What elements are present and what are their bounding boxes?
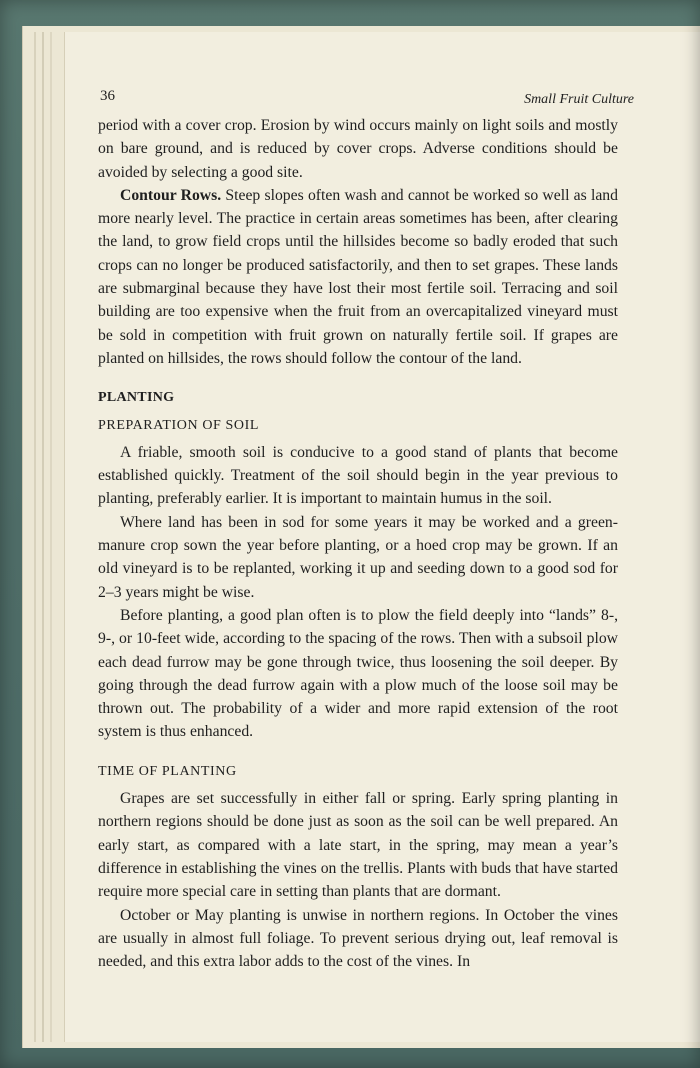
cover-bottom-edge	[0, 1050, 700, 1068]
paragraph-contour-rows	[98, 184, 618, 370]
paragraph: Before planting, a good plan often is to plow the field deeply into “lands” 8-, 9-, or 10-feet wide, according to the spacing of the rows. Then with a subsoil plow each dead furrow may be gone through twice, thus loosening the soil deeper. By going through the dead furrow again with a plow much of the loose soil may be thrown out. The probability of a wider and more rapid extension of the root system is thus enhanced.	[98, 606, 618, 741]
paragraph: October or May planting is unwise in northern regions. In October the vines are usually in almost full foliage. To prevent serious drying out, leaf removal is needed, and this extra labor adds to the cost of the vines. In	[98, 906, 618, 971]
page-number: 36	[100, 88, 115, 104]
running-title: Small Fruit Culture	[524, 92, 634, 107]
paragraph: period with a cover crop. Erosion by wind occurs mainly on light soils and mostly on bare ground, and is reduced by cover crops. Adverse conditions should be avoided by selecting a good site.	[98, 117, 618, 181]
paragraph: A friable, smooth soil is conducive to a good stand of plants that become established quickly. Treatment of the soil should begin in the year previous to planting, preferably earlier. It is important to maintain humus in the soil.	[98, 443, 618, 508]
page-text	[98, 76, 634, 973]
page-edge	[42, 32, 44, 1042]
subsection-heading: TIME OF PLANTING	[98, 763, 237, 779]
paragraph: Where land has been in sod for some years it may be worked and a green-manure crop sown the year before planting, or a hoed crop may be grown. If an old vineyard is to be replanted, working it up and seeding down to a good sod for 2–3 years might be wise.	[98, 513, 618, 601]
page-edge	[50, 32, 52, 1042]
body-text	[98, 114, 618, 973]
section-heading: PLANTING	[98, 390, 175, 406]
paragraph-text: Steep slopes often wash and cannot be worked so well as land more nearly level. The practice in certain areas sometimes has been, after clearing the land, to grow field crops until the hillsides become so badly eroded that such crops can no longer be produced satisfactorily, and then to set grapes. These lands are submarginal because they have lost their most fertile soil. Terracing and soil building are too expensive when the fruit from an overcapitalized vineyard must be sold in competition with fruit grown on naturally fertile soil. If grapes are planted on hillsides, the rows should follow the contour of the land.	[98, 186, 618, 367]
page-edge	[34, 32, 36, 1042]
paragraph: Grapes are set successfully in either fall or spring. Early spring planting in northern regions should be done just as soon as the soil can be well prepared. An early start, as compared with a late start, in the spring, may mean a year’s difference in establishing the vines on the trellis. Plants with buds that have started require more special care in setting than plants that are dormant.	[98, 790, 618, 901]
run-in-heading: Contour Rows.	[120, 186, 222, 204]
subsection-heading: PREPARATION OF SOIL	[98, 417, 260, 433]
running-head	[98, 76, 634, 107]
